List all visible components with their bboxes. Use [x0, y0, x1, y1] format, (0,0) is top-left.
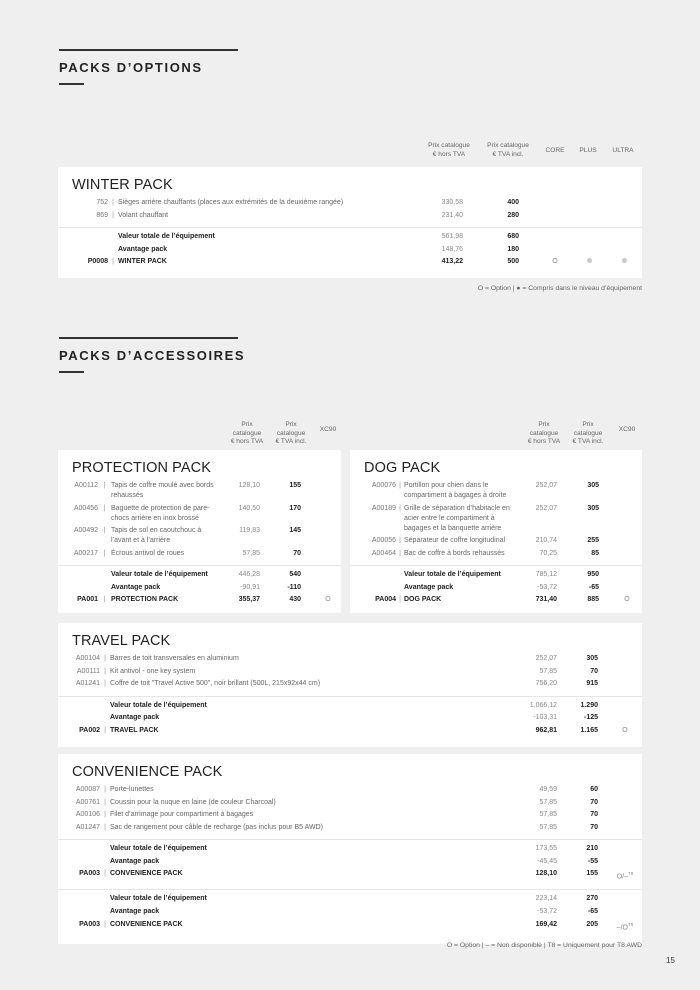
price-incl-vat: 60 [590, 786, 598, 793]
pack-title: CONVENIENCE PACK [72, 764, 223, 780]
pack-code: PA001 [77, 596, 98, 604]
item-description: Sac de rangement pour câble de recharge (pas inclus pour B5 AWD) [110, 823, 323, 831]
separator: | [103, 549, 106, 557]
price-incl-vat: 70 [590, 811, 598, 818]
column-header-avail0: CORE [545, 147, 565, 154]
summary-price-excl-vat: 148,76 [441, 245, 463, 253]
separator: | [399, 596, 401, 604]
pack-name: PROTECTION PACK [111, 596, 179, 604]
availability-value: O/– [616, 873, 629, 881]
price-excl-vat: 252,07 [535, 482, 557, 489]
page-number: 15 [666, 956, 675, 965]
pack-card-winter [58, 167, 642, 278]
price-incl-vat: 305 [587, 504, 599, 512]
availability-option [608, 869, 642, 882]
item-code: A00076 [371, 482, 396, 489]
section-divider [59, 49, 238, 51]
pack-title: WINTER PACK [72, 177, 173, 193]
pack-price-excl-vat: 128,10 [535, 870, 557, 878]
item-list [58, 654, 642, 692]
item-description: Barres de toit transversales en aluminium [110, 655, 239, 662]
item-list [58, 481, 341, 561]
item-description: Filet d’arrimage pour compartiment à bagages [110, 811, 254, 818]
summary-label: Avantage pack [118, 245, 168, 253]
title-underline [59, 371, 84, 373]
pack-price-incl-vat: 430 [289, 596, 301, 604]
pack-price-incl-vat: 155 [586, 870, 598, 878]
separator: | [103, 596, 106, 604]
item-code: 752 [96, 199, 108, 206]
item-description: Portillon pour chien dans le compartiment à bagages à droite [404, 482, 507, 499]
separator: | [112, 211, 114, 219]
summary-label: Valeur totale de l’équipement [404, 571, 501, 578]
item-code: A00104 [75, 655, 100, 662]
item-code: A00761 [75, 798, 100, 806]
price-excl-vat: 252,07 [535, 655, 557, 662]
pack-summary [350, 565, 642, 608]
summary-label: Avantage pack [110, 714, 160, 722]
item-code: A00456 [73, 504, 98, 512]
pack-price-excl-vat: 355,37 [238, 596, 260, 604]
separator: | [112, 199, 114, 206]
item-code: A00112 [74, 482, 98, 489]
legend-options: O = Option | ● = Compris dans le niveau d’équipement [477, 285, 642, 292]
title-underline [59, 83, 84, 85]
item-description: Écrous antivol de roues [111, 549, 185, 557]
item-description: Grille de séparation d’habitacle en acier entre le compartiment à bagages et la banquette arrière [404, 504, 510, 532]
price-excl-vat: 57,85 [242, 549, 260, 557]
price-excl-vat: 70,25 [539, 549, 557, 557]
summary-price-incl-vat: -65 [587, 908, 598, 916]
separator: | [103, 527, 106, 534]
column-header-p1: Prix catalogue € hors TVA [230, 421, 264, 445]
column-header-p2: Prix catalogue € TVA incl. [487, 142, 529, 158]
pack-code: PA004 [375, 596, 396, 604]
pack-title: TRAVEL PACK [72, 633, 171, 649]
price-incl-vat: 915 [586, 680, 598, 687]
summary-price-incl-vat: 210 [586, 845, 598, 852]
summary-price-excl-vat: 785,12 [535, 571, 557, 578]
price-incl-vat: 70 [590, 667, 598, 675]
separator: | [104, 667, 106, 675]
availability-cell [572, 257, 606, 267]
pack-price-excl-vat: 169,42 [535, 920, 557, 928]
separator: | [104, 823, 106, 831]
price-excl-vat: 756,20 [535, 680, 557, 687]
price-excl-vat: 128,10 [238, 482, 260, 489]
item-code: A01247 [75, 823, 100, 831]
availability-option [538, 257, 572, 267]
separator: | [399, 537, 401, 544]
item-description: Sièges arrière chauffants (places aux extrémités de la deuxième rangée) [118, 199, 344, 206]
item-code: A00111 [76, 667, 100, 675]
price-excl-vat: 57,85 [539, 667, 557, 675]
column-header-avail0: XC90 [618, 426, 636, 433]
column-header-p2: Prix catalogue € TVA incl. [572, 421, 604, 445]
price-incl-vat: 85 [591, 549, 599, 557]
item-code: A00217 [73, 549, 98, 557]
separator: | [112, 258, 114, 266]
item-code: A00492 [73, 527, 98, 534]
availability-cell [606, 257, 642, 267]
price-excl-vat: 119,83 [239, 527, 260, 534]
pack-code: PA003 [79, 870, 100, 878]
section-divider [59, 337, 238, 339]
price-excl-vat: 57,85 [539, 823, 557, 831]
section-title-accessories: PACKS D’ACCESSOIRES [59, 348, 246, 363]
pack-summary [58, 227, 642, 270]
item-description: Kit antivol - one key system [110, 667, 196, 675]
availability-value: O [325, 596, 331, 604]
summary-price-incl-vat: -125 [583, 714, 598, 722]
pack-summary [58, 696, 642, 739]
item-list [58, 785, 642, 835]
item-code: A00087 [75, 786, 100, 793]
price-incl-vat: 400 [507, 199, 519, 206]
price-incl-vat: 155 [289, 482, 301, 489]
pack-title: PROTECTION PACK [72, 460, 211, 476]
price-excl-vat: 57,85 [539, 811, 557, 818]
summary-price-excl-vat: -90,91 [240, 583, 260, 591]
availability-value: O [624, 596, 630, 604]
summary-label: Avantage pack [110, 908, 160, 916]
included-dot-icon [587, 258, 592, 263]
column-header-p1: Prix catalogue € hors TVA [527, 421, 561, 445]
summary-price-excl-vat: -53,72 [537, 908, 557, 916]
summary-price-excl-vat: 561,98 [441, 233, 463, 240]
item-code: 869 [96, 211, 108, 219]
item-description: Bac de coffre à bords rehaussés [404, 549, 505, 557]
price-incl-vat: 280 [507, 211, 519, 219]
availability-value: –/O [616, 924, 629, 932]
summary-price-excl-vat: 1.066,12 [529, 701, 557, 709]
item-code: A00106 [75, 811, 100, 818]
summary-price-incl-vat: 540 [289, 571, 301, 578]
item-description: Volant chauffant [118, 211, 169, 219]
price-incl-vat: 70 [590, 798, 598, 806]
summary-price-excl-vat: -103,31 [533, 714, 557, 722]
separator: | [104, 680, 106, 687]
column-header-avail0: XC90 [319, 426, 337, 433]
price-incl-vat: 305 [586, 655, 598, 662]
item-code: A00056 [371, 537, 396, 544]
summary-price-excl-vat: 446,28 [238, 571, 260, 578]
pack-summary [58, 889, 642, 935]
price-incl-vat: 145 [289, 527, 301, 534]
pack-price-incl-vat: 885 [587, 596, 599, 604]
separator: | [104, 726, 106, 734]
availability-option [315, 595, 341, 605]
summary-price-incl-vat: 950 [587, 571, 599, 578]
summary-price-excl-vat: -53,72 [537, 583, 557, 591]
item-description: Séparateur de coffre longitudinal [404, 537, 506, 544]
summary-label: Valeur totale de l’équipement [111, 571, 208, 578]
pack-name: CONVENIENCE PACK [110, 870, 183, 878]
item-description: Baguette de protection de pare-chocs arrière en inox brossé [111, 504, 210, 522]
summary-label: Avantage pack [110, 857, 160, 865]
pack-name: CONVENIENCE PACK [110, 920, 183, 928]
pack-code: PA003 [79, 920, 100, 928]
summary-price-incl-vat: -55 [587, 857, 598, 865]
summary-price-excl-vat: -45,45 [537, 857, 557, 865]
availability-value: O [622, 726, 628, 734]
item-description: Tapis de coffre moulé avec bords rehaussés [111, 482, 214, 499]
column-header-p1: Prix catalogue € hors TVA [428, 142, 470, 158]
price-excl-vat: 252,07 [535, 504, 557, 512]
summary-label: Valeur totale de l’équipement [118, 233, 215, 240]
pack-code: P0008 [87, 258, 108, 266]
pack-name: TRAVEL PACK [110, 726, 159, 734]
availability-value: O [552, 258, 558, 266]
separator: | [104, 870, 106, 878]
separator: | [104, 920, 106, 928]
separator: | [104, 786, 106, 793]
summary-label: Valeur totale de l’équipement [110, 895, 207, 903]
price-incl-vat: 255 [587, 537, 599, 544]
item-code: A00189 [371, 504, 396, 512]
pack-price-excl-vat: 731,40 [535, 596, 557, 604]
price-incl-vat: 70 [293, 549, 301, 557]
price-incl-vat: 305 [587, 482, 599, 489]
pack-card-dog [350, 450, 642, 613]
pack-price-incl-vat: 1.165 [580, 726, 598, 734]
item-description: Coussin pour la nuque en laine (de couleur Charcoal) [110, 798, 276, 806]
pack-code: PA002 [79, 726, 100, 734]
availability-option [608, 920, 642, 933]
price-excl-vat: 231,40 [441, 211, 463, 219]
included-dot-icon [622, 258, 627, 263]
availability-footnote: T8 [628, 921, 634, 927]
summary-label: Avantage pack [404, 583, 454, 591]
price-excl-vat: 49,59 [539, 786, 557, 793]
pack-price-incl-vat: 205 [586, 920, 598, 928]
separator: | [399, 549, 401, 557]
item-code: A01241 [75, 680, 100, 687]
pack-summary [58, 839, 642, 885]
summary-label: Avantage pack [111, 583, 161, 591]
separator: | [104, 798, 106, 806]
item-list [350, 481, 642, 561]
column-header-p2: Prix catalogue € TVA incl. [275, 421, 307, 445]
item-description: Coffre de toit "Travel Active 500", noir brillant (500L, 215x92x44 cm) [110, 680, 321, 687]
summary-label: Valeur totale de l’équipement [110, 845, 207, 852]
price-incl-vat: 170 [289, 504, 301, 512]
item-description: Porte-lunettes [110, 786, 154, 793]
separator: | [399, 482, 401, 489]
separator: | [103, 482, 106, 489]
availability-option [608, 726, 642, 736]
summary-price-incl-vat: -65 [588, 583, 599, 591]
price-excl-vat: 57,85 [539, 798, 557, 806]
price-excl-vat: 330,58 [441, 199, 463, 206]
price-excl-vat: 210,74 [535, 537, 557, 544]
pack-card-convenience [58, 754, 642, 944]
pack-name: DOG PACK [404, 596, 442, 604]
pack-title: DOG PACK [364, 460, 441, 476]
section-title-options: PACKS D’OPTIONS [59, 60, 203, 75]
pack-price-incl-vat: 500 [507, 258, 519, 266]
item-description: Tapis de sol en caoutchouc à l’avant et à l’arrière [111, 527, 202, 544]
pack-card-protection [58, 450, 341, 613]
pack-card-travel [58, 623, 642, 747]
summary-price-incl-vat: 270 [586, 895, 598, 903]
price-excl-vat: 140,50 [238, 504, 260, 512]
separator: | [104, 811, 106, 818]
pack-name: WINTER PACK [118, 258, 167, 266]
separator: | [103, 504, 106, 512]
pack-summary [58, 565, 341, 608]
pack-price-excl-vat: 413,22 [441, 258, 463, 266]
availability-footnote: T8 [628, 871, 634, 877]
summary-price-excl-vat: 223,14 [535, 895, 557, 903]
summary-price-incl-vat: -110 [287, 583, 301, 591]
summary-price-incl-vat: 180 [507, 245, 519, 253]
item-list [58, 198, 642, 223]
separator: | [104, 655, 106, 662]
separator: | [399, 504, 401, 512]
item-code: A00464 [371, 549, 396, 557]
summary-price-incl-vat: 680 [507, 233, 519, 240]
column-header-avail2: ULTRA [612, 147, 634, 154]
summary-label: Valeur totale de l’équipement [110, 701, 207, 709]
pack-price-excl-vat: 962,81 [535, 726, 557, 734]
summary-price-incl-vat: 1.290 [580, 701, 598, 709]
column-header-avail1: PLUS [579, 147, 597, 154]
summary-price-excl-vat: 173,55 [535, 845, 557, 852]
price-incl-vat: 70 [590, 823, 598, 831]
legend-accessories: O = Option | – = Non disponible | T8 = Uniquement pour T8 AWD [446, 942, 642, 949]
availability-option [612, 595, 642, 605]
